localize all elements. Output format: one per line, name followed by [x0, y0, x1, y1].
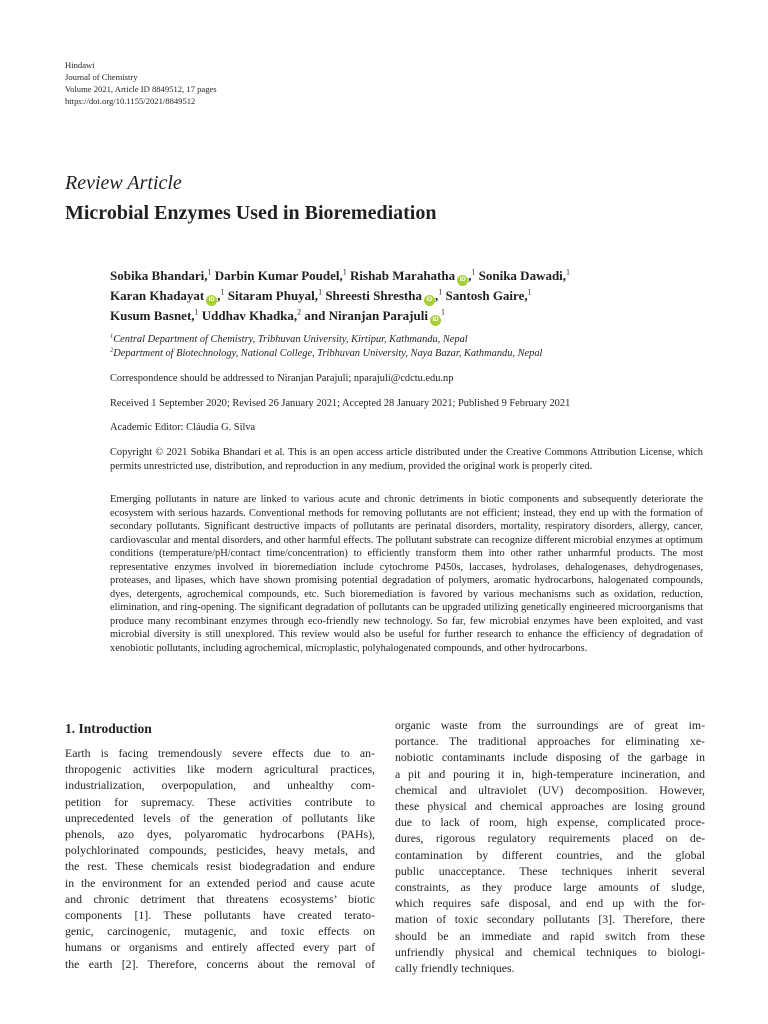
author-line [110, 306, 710, 326]
author-name[interactable]: Kusum Basnet, [110, 308, 195, 323]
author-name[interactable]: Darbin Kumar Poudel, [214, 268, 343, 283]
doi-link[interactable]: https://doi.org/10.1155/2021/8849512 [65, 96, 196, 106]
affiliation-number: 1 [110, 332, 114, 340]
text-line: constraints, as they produce large amounts of sludge, [395, 880, 705, 895]
text-line: nobiotic contaminants include disposing of the garbage in [395, 750, 705, 765]
text-line: petition for supremacy. These activities contribute to [65, 794, 375, 809]
author-name[interactable]: Uddhav Khadka, [201, 308, 298, 323]
text-line: organic waste from the surroundings are of great im- [395, 718, 705, 732]
orcid-icon[interactable]: iD [206, 295, 217, 306]
affiliation-text: Central Department of Chemistry, Tribhuvan University, Kirtipur, Kathmandu, Nepal [113, 334, 468, 345]
text-line: contamination by different countries, and the global [395, 847, 705, 862]
affiliation-marker: 1 [318, 287, 323, 297]
text-line: these physical and chemical approaches are losing ground [395, 799, 705, 814]
affiliation-number: 2 [110, 346, 114, 354]
author-name[interactable]: Rishab Marahatha [350, 268, 456, 283]
affiliation-text: Department of Biotechnology, National College, Tribhuvan University, Naya Bazar, Kathmandu, Nepal [113, 348, 543, 359]
body-column-right [395, 717, 705, 976]
text-line: Earth is facing tremendously severe effects due to an- [65, 746, 375, 760]
copyright-notice: Copyright © 2021 Sobika Bhandari et al. This is an open access article distributed under the Creative Commons Attribution License, which permits unrestricted use, distribution, and reproduction in any medium, provided the original work is properly cited. [110, 447, 703, 472]
body-column-left [65, 745, 375, 972]
article-title: Microbial Enzymes Used in Bioremediation [65, 202, 437, 224]
publisher-name: Hindawi [65, 60, 95, 70]
section-heading-introduction: 1. Introduction [65, 721, 152, 736]
affiliation-item [110, 333, 542, 347]
correspondence-note: Correspondence should be addressed to Niranjan Parajuli; nparajuli@cdctu.edu.np [110, 373, 454, 384]
affiliations [110, 333, 542, 361]
text-line: unfriendly physical and chemical techniques to biologi- [395, 944, 705, 959]
text-line: mation of toxic secondary pollutants [3]. Therefore, there [395, 912, 705, 927]
affiliation-marker: 2 [297, 307, 302, 317]
text-line: in the environment for an extended period and cause acute [65, 875, 375, 890]
affiliation-marker: 1 [438, 287, 443, 297]
academic-editor: Academic Editor: Cláudia G. Silva [110, 422, 256, 433]
text-line: the earth [2]. Therefore, concerns about the removal of [65, 956, 375, 971]
text-line: components [1]. These pollutants have created terato- [65, 908, 375, 923]
orcid-icon[interactable]: iD [424, 295, 435, 306]
orcid-icon[interactable]: iD [430, 315, 441, 326]
abstract: Emerging pollutants in nature are linked to various acute and chronic detriments in biotic components and subsequently deteriorate the ecosystem with serious hazards. Conventional methods for removing pollutants are not efficient; instead, they end up with the formation of secondary pollutants. Significant destructive impacts of pollutants are perinatal disorders, mortality, respiratory disorders, allergy, cancer, cardiovascular and mental disorders, and other harmful effects. The pollutant substrate can recognize different microbial enzymes at optimum conditions (temperature/pH/contact time/concentration) to efficiently transform them into other rather unharmful products. The most representative enzymes involved in bioremediation include cytochrome P450s, laccases, hydrolases, dehalogenases, dehydrogenases, proteases, and lipases, which have shown promising potential degradation of polymers, aromatic hydrocarbons, halogenated compounds, dyes, detergents, agrochemical compounds, etc. Such bioremediation is favored by various mechanisms such as oxidation, reduction, elimination, and ring-opening. The significant degradation of pollutants can be upgraded utilizing genetically engineered microorganisms that produce many recombinant enzymes through eco-friendly new technology. So far, few microbial enzymes have been exploited, and vast microbial diversity is still unexplored. This review would also be useful for further research to enhance the efficiency of degradation of xenobiotic pollutants, including agrochemical, microplastic, polyhalogenated compounds, and other hydrocarbons. [110, 494, 703, 655]
text-line: cally friendly techniques. [395, 961, 515, 976]
author-name[interactable]: Santosh Gaire, [445, 288, 528, 303]
affiliation-marker: 1 [471, 267, 476, 277]
text-line: public unacceptance. These techniques inherit several [395, 863, 705, 878]
text-line: should be an immediate and rapid switch from these [395, 928, 705, 943]
text-line: a pit and pouring it in, high-temperature incineration, and [395, 766, 705, 781]
text-line: the rest. These chemicals resist biodegradation and endure [65, 859, 375, 874]
journal-name: Journal of Chemistry [65, 72, 138, 82]
text-line: industrialization, overpopulation, and unhealthy com- [65, 778, 375, 793]
article-type: Review Article [65, 172, 182, 194]
text-line: dures, rigorous regulatory requirements placed on de- [395, 831, 705, 846]
text-line: chemical and ultraviolet (UV) decomposition. However, [395, 782, 705, 797]
text-line: portance. The traditional approaches for eliminating xe- [395, 734, 705, 749]
affiliation-marker: 1 [342, 267, 347, 277]
journal-header [65, 59, 217, 107]
author-name[interactable]: Shreesti Shrestha [325, 288, 422, 303]
publication-dates: Received 1 September 2020; Revised 26 January 2021; Accepted 28 January 2021; Published 9 February 2021 [110, 398, 571, 409]
author-name[interactable]: Sitaram Phuyal, [227, 288, 319, 303]
affiliation-marker: 1 [207, 267, 212, 277]
author-line: Sobika Bhandari,$^1$ Darbin Kumar Poudel,$^1$ Rishab Marahatha iD ,$^1$ Sonika Dawadi,$^1$ [110, 266, 710, 286]
affiliation-item [110, 347, 542, 361]
text-line: and chronic detriment that threatens ecosystems’ biotic [65, 891, 375, 906]
text-line: polychlorinated compounds, pesticides, heavy metals, and [65, 843, 375, 858]
text-line: which requires safe disposal, and end up with the for- [395, 896, 705, 911]
author-list [110, 266, 710, 326]
affiliation-marker: 1 [566, 267, 571, 277]
text-line: genic, carcinogenic, mutagenic, and toxic effects on [65, 924, 375, 939]
orcid-icon[interactable]: iD [457, 275, 468, 286]
author-name[interactable]: Sonika Dawadi, [478, 268, 567, 283]
author-name[interactable]: Karan Khadayat [110, 288, 205, 303]
affiliation-marker: 1 [440, 307, 445, 317]
text-line: due to lack of room, high expense, complicated proce- [395, 815, 705, 830]
text-line: unprecedented levels of the generation of pollutants like [65, 810, 375, 825]
author-line: Karan Khadayat iD ,$^1$ Sitaram Phuyal,$^1$ Shreesti Shrestha iD ,$^1$ Santosh Gaire,$^1$ [110, 286, 710, 306]
affiliation-marker: 1 [527, 287, 532, 297]
volume-info: Volume 2021, Article ID 8849512, 17 pages [65, 84, 217, 94]
affiliation-marker: 1 [220, 287, 225, 297]
affiliation-marker: 1 [194, 307, 199, 317]
text-line: humans or organisms and entirely affected every part of [65, 940, 375, 955]
author-name[interactable]: Sobika Bhandari, [110, 268, 208, 283]
author-name[interactable]: and Niranjan Parajuli [304, 308, 428, 323]
text-line: thropogenic activities like modern agricultural practices, [65, 762, 375, 777]
text-line: phenols, azo dyes, polyaromatic hydrocarbons (PAHs), [65, 827, 375, 842]
